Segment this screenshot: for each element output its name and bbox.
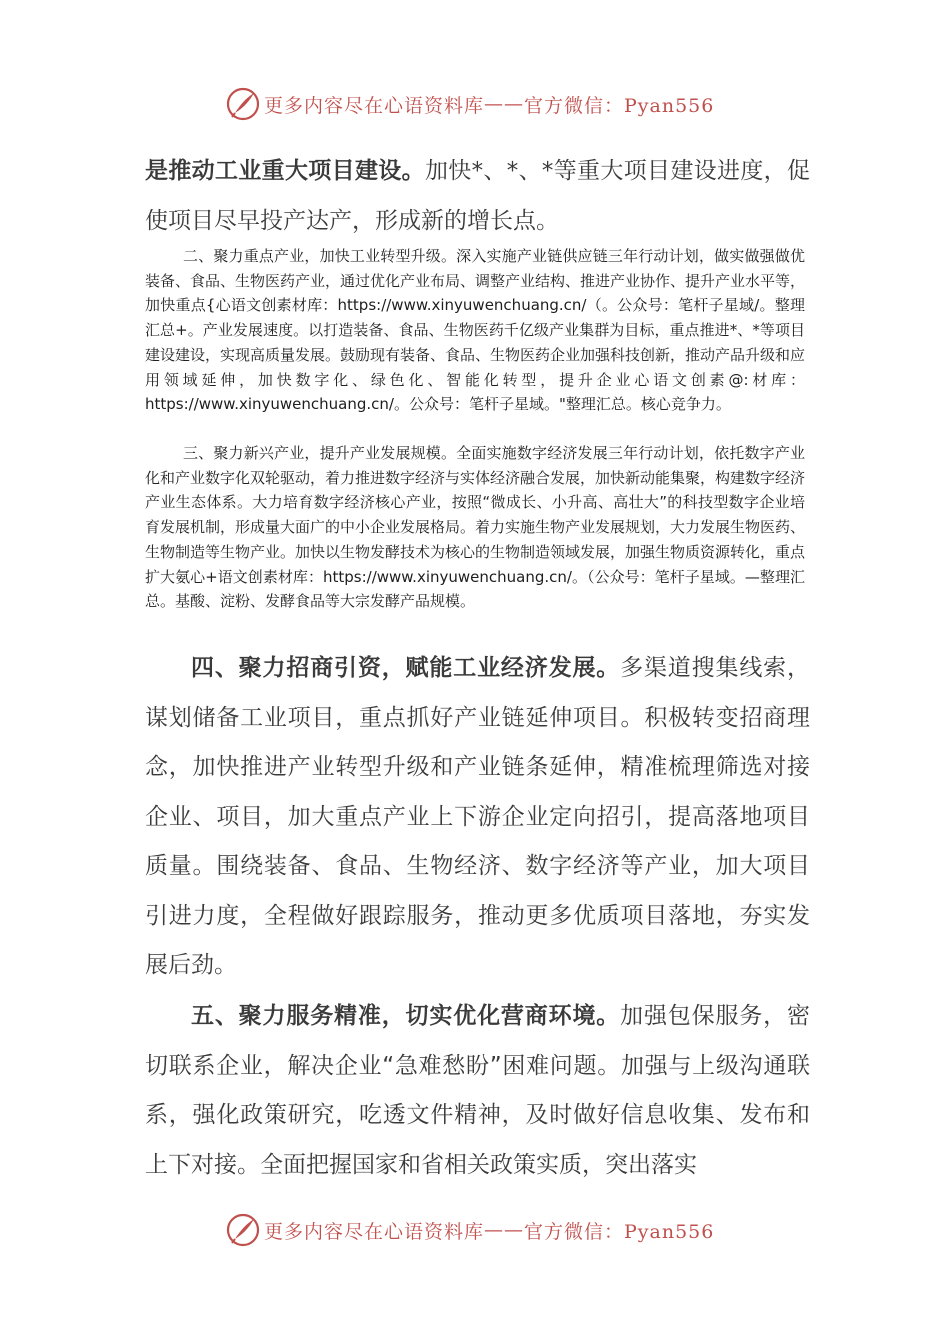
- paragraph-key-industries: 二、聚力重点产业，加快工业转型升级。深入实施产业链供应链三年行动计划，做实做强做优装备、食品、生物医药产业，通过优化产业布局、调整产业结构、推进产业协作、提升产业水平等，加快重点{心语文创素材库：https://www.xinyuwenchuang.cn/（。公众号：笔杆子星域/。整理汇总+。产业发展速度。以打造装备、食品、生物医药千亿级产业集群为目标，重点推进*、*等项目建设建设，实现高质量发展。鼓励现有装备、食品、生物医药企业加强科技创新，推动产品升级和应用领域延伸，加快数字化、绿色化、智能化转型，提升企业心语文创素@:材库：https://www.xinyuwenchuang.cn/。公众号：笔杆子星域。"整理汇总。核心竞争力。: [145, 247, 806, 414]
- paragraph-lead: 是推动工业重大项目建设。: [145, 158, 425, 184]
- watermark-text: 更多内容尽在心语资料库: [264, 94, 485, 117]
- paragraph-emerging-industries: 三、聚力新兴产业，提升产业发展规模。全面实施数字经济发展三年行动计划，依托数字产业化和产业数字化双轮驱动，着力推进数字经济与实体经济融合发展，加快新动能集聚，构建数字经济产业生态体系。大力培育数字经济核心产业，按照“微成长、小升高、高壮大”的科技型数字企业培育发展机制，形成量大面广的中小企业发展格局。着力实施生物产业发展规划，大力发展生物医药、生物制造等生物产业。加快以生物发酵技术为核心的生物制造领域发展，加强生物质资源转化，重点扩大氨心+语文创素材库：https://www.xinyuwenchuang.cn/。（公众号：笔杆子星域。—整理汇总。基酸、淀粉、发酵食品等大宗发酵产品规模。: [145, 444, 806, 611]
- quill-logo-icon: [226, 87, 260, 121]
- paragraph-body: 加强包保服务，密切联系企业，解决企业“急难愁盼”困难问题。加强与上级沟通联系，强化政策研究，吃透文件精神，及时做好信息收集、发布和上下对接。全面把握国家和省相关政策实质，突出落实: [145, 1003, 811, 1178]
- quill-logo-icon: [226, 1213, 260, 1247]
- footer-watermark: [226, 1210, 726, 1250]
- paragraph-continuation: [145, 147, 810, 246]
- paragraph-lead: 五、聚力服务精准，切实优化营商环境。: [191, 1003, 621, 1029]
- watermark-text: 更多内容尽在心语资料库: [264, 1220, 485, 1243]
- paragraph-body: 多渠道搜集线索，谋划储备工业项目，重点抓好产业链延伸项目。积极转变招商理念，加快推进产业转型升级和产业链条延伸，精准梳理筛选对接企业、项目，加大重点产业上下游企业定向招引，提高落地项目质量。围绕装备、食品、生物经济、数字经济等产业，加大项目引进力度，全程做好跟踪服务，推动更多优质项目落地，夯实发展后劲。: [145, 655, 811, 978]
- header-watermark: [226, 84, 726, 124]
- paragraph-investment: [145, 644, 810, 991]
- watermark-wechat: 官方微信：Pyan556: [524, 94, 715, 117]
- paragraph-lead: 四、聚力招商引资，赋能工业经济发展。: [191, 655, 621, 681]
- paragraph-services: [145, 992, 810, 1190]
- paragraph-body: 加快*、*、*等重大项目建设进度，促使项目尽早投产达产，形成新的增长点。: [145, 158, 811, 234]
- watermark-separator: ——: [484, 1219, 525, 1241]
- watermark-wechat: 官方微信：Pyan556: [524, 1220, 715, 1243]
- watermark-separator: ——: [484, 93, 525, 115]
